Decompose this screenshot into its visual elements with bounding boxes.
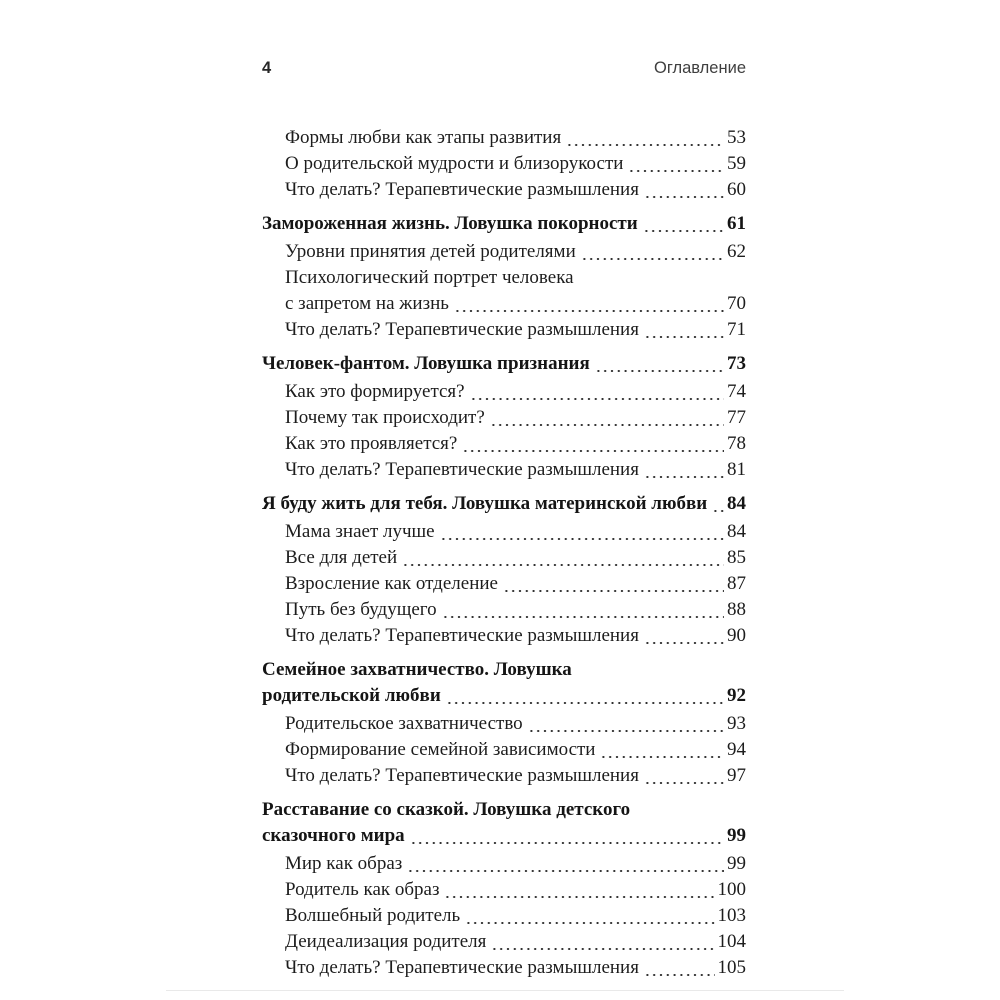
toc-item-title: с запретом на жизнь [285,293,449,314]
toc-entry [262,955,746,981]
toc-page-number: 60 [727,179,746,200]
toc-row [285,431,746,457]
toc-page-number: 62 [727,241,746,262]
toc-item-title: Как это проявляется? [285,433,458,454]
toc-row [285,571,746,597]
toc-section [262,797,746,981]
toc-item-title: Все для детей [285,547,398,568]
dot-leader [628,151,724,177]
toc-heading [262,211,746,239]
toc-item-title: Расставание со сказкой. Ловушка детского [262,799,631,820]
dot-leader [465,903,714,929]
dot-leader [462,431,724,457]
toc-page-number: 99 [727,825,746,846]
toc-row [262,657,746,683]
toc-row [285,457,746,483]
toc-row [285,379,746,405]
toc-entry [262,623,746,649]
toc-section [262,211,746,343]
dot-leader [595,351,724,377]
toc-item-title: Что делать? Терапевтические размышления [285,957,639,978]
toc-row [285,903,746,929]
toc-entry [262,177,746,203]
dot-leader [440,519,724,545]
toc-item-title: Замороженная жизнь. Ловушка покорности [262,213,638,234]
toc-entry [262,737,746,763]
toc-item-title: Как это формируется? [285,381,465,402]
toc-row [285,711,746,737]
toc-entry [262,597,746,623]
running-header [262,58,746,78]
dot-leader [454,291,724,317]
dot-leader [442,597,724,623]
toc-row [285,291,746,317]
toc-item-title: родительской любви [262,685,441,706]
toc-row [285,125,746,151]
dot-leader [490,405,724,431]
dot-leader [644,763,724,789]
toc-heading [262,491,746,519]
toc-entry [262,571,746,597]
toc-item-title: сказочного мира [262,825,405,846]
toc-entry [262,903,746,929]
toc-row [285,877,746,903]
dot-leader [444,877,714,903]
toc-item-title: Родительское захватничество [285,713,523,734]
toc-item-title: Взросление как отделение [285,573,498,594]
toc-page-number: 84 [727,493,746,514]
toc-row [262,351,746,377]
dot-leader [470,379,724,405]
toc-page-number: 90 [727,625,746,646]
toc-heading [262,657,746,711]
toc-entry [262,545,746,571]
toc-section [262,491,746,649]
toc-page-number: 88 [727,599,746,620]
toc-item-title: Человек-фантом. Ловушка признания [262,353,590,374]
toc-entry [262,405,746,431]
toc-item-title: Почему так происходит? [285,407,485,428]
toc-entry [262,711,746,737]
toc-page-number: 61 [727,213,746,234]
toc-row [285,317,746,343]
toc-row [285,955,746,981]
toc-page-number: 74 [727,381,746,402]
toc-item-title: Семейное захватничество. Ловушка [262,659,572,680]
toc-page-number: 87 [727,573,746,594]
toc-entry [262,877,746,903]
dot-leader [644,317,724,343]
toc-row [285,929,746,955]
toc-row [285,763,746,789]
dot-leader [644,177,724,203]
toc-page-number: 97 [727,765,746,786]
dot-leader [644,623,724,649]
toc-entry [262,519,746,545]
dot-leader [446,683,724,709]
page-bottom-edge [166,990,844,991]
toc-page-number: 93 [727,713,746,734]
toc-page-number: 73 [727,353,746,374]
toc-item-title: Формы любви как этапы развития [285,127,562,148]
toc-page-number: 92 [727,685,746,706]
dot-leader [528,711,724,737]
toc-item-title: Я буду жить для тебя. Ловушка материнской любви [262,493,708,514]
dot-leader [600,737,724,763]
page-number-folio: 4 [262,59,272,77]
dot-leader [491,929,714,955]
toc-page-number: 100 [717,879,746,900]
toc-page-number: 85 [727,547,746,568]
toc-row [262,491,746,517]
toc-page-number: 105 [717,957,746,978]
toc-entry [262,763,746,789]
toc-heading [262,797,746,851]
toc-item-title: Что делать? Терапевтические размышления [285,625,639,646]
toc-page-number: 78 [727,433,746,454]
toc-row [262,683,746,709]
toc-row [285,623,746,649]
toc-item-title: Родитель как образ [285,879,440,900]
toc-entry [262,457,746,483]
dot-leader [643,211,724,237]
dot-leader [581,239,724,265]
toc-entry [262,317,746,343]
toc-row [285,265,746,291]
toc-item-title: Что делать? Терапевтические размышления [285,765,639,786]
toc-entry [262,929,746,955]
toc-item-title: Что делать? Терапевтические размышления [285,459,639,480]
toc-row [285,737,746,763]
dot-leader [410,823,724,849]
dot-leader [566,125,724,151]
running-header-title: Оглавление [654,59,746,77]
toc-row [285,239,746,265]
toc-row [262,797,746,823]
page-content [262,58,746,981]
toc-heading [262,351,746,379]
toc-page-number: 99 [727,853,746,874]
toc-item-title: Деидеализация родителя [285,931,487,952]
toc-entry [262,379,746,405]
toc-item-title: Волшебный родитель [285,905,461,926]
toc-row [262,823,746,849]
toc-item-title: Что делать? Терапевтические размышления [285,179,639,200]
dot-leader [402,545,724,571]
toc-page-number: 77 [727,407,746,428]
toc-row [262,211,746,237]
toc [262,125,746,981]
toc-section [262,125,746,203]
toc-row [285,405,746,431]
dot-leader [644,955,715,981]
dot-leader [407,851,724,877]
toc-item-title: Формирование семейной зависимости [285,739,596,760]
toc-item-title: Мама знает лучше [285,521,435,542]
toc-item-title: Уровни принятия детей родителями [285,241,576,262]
toc-item-title: О родительской мудрости и близорукости [285,153,624,174]
toc-entry [262,851,746,877]
toc-row [285,519,746,545]
toc-item-title: Психологический портрет человека [285,267,574,288]
toc-page-number: 70 [727,293,746,314]
dot-leader [644,457,724,483]
toc-page-number: 103 [717,905,746,926]
toc-page-number: 71 [727,319,746,340]
toc-row [285,151,746,177]
toc-item-title: Мир как образ [285,853,403,874]
toc-section [262,657,746,789]
toc-item-title: Что делать? Терапевтические размышления [285,319,639,340]
toc-page-number: 94 [727,739,746,760]
toc-page-number: 53 [727,127,746,148]
toc-row [285,851,746,877]
toc-page-number: 81 [727,459,746,480]
toc-entry [262,125,746,151]
toc-item-title: Путь без будущего [285,599,437,620]
toc-page-number: 59 [727,153,746,174]
toc-entry [262,239,746,265]
dot-leader [712,491,724,517]
toc-entry [262,151,746,177]
toc-page-number: 104 [717,931,746,952]
toc-row [285,545,746,571]
toc-row [285,177,746,203]
dot-leader [503,571,724,597]
toc-entry [262,431,746,457]
toc-row [285,597,746,623]
toc-page-number: 84 [727,521,746,542]
toc-entry [262,265,746,317]
toc-section [262,351,746,483]
